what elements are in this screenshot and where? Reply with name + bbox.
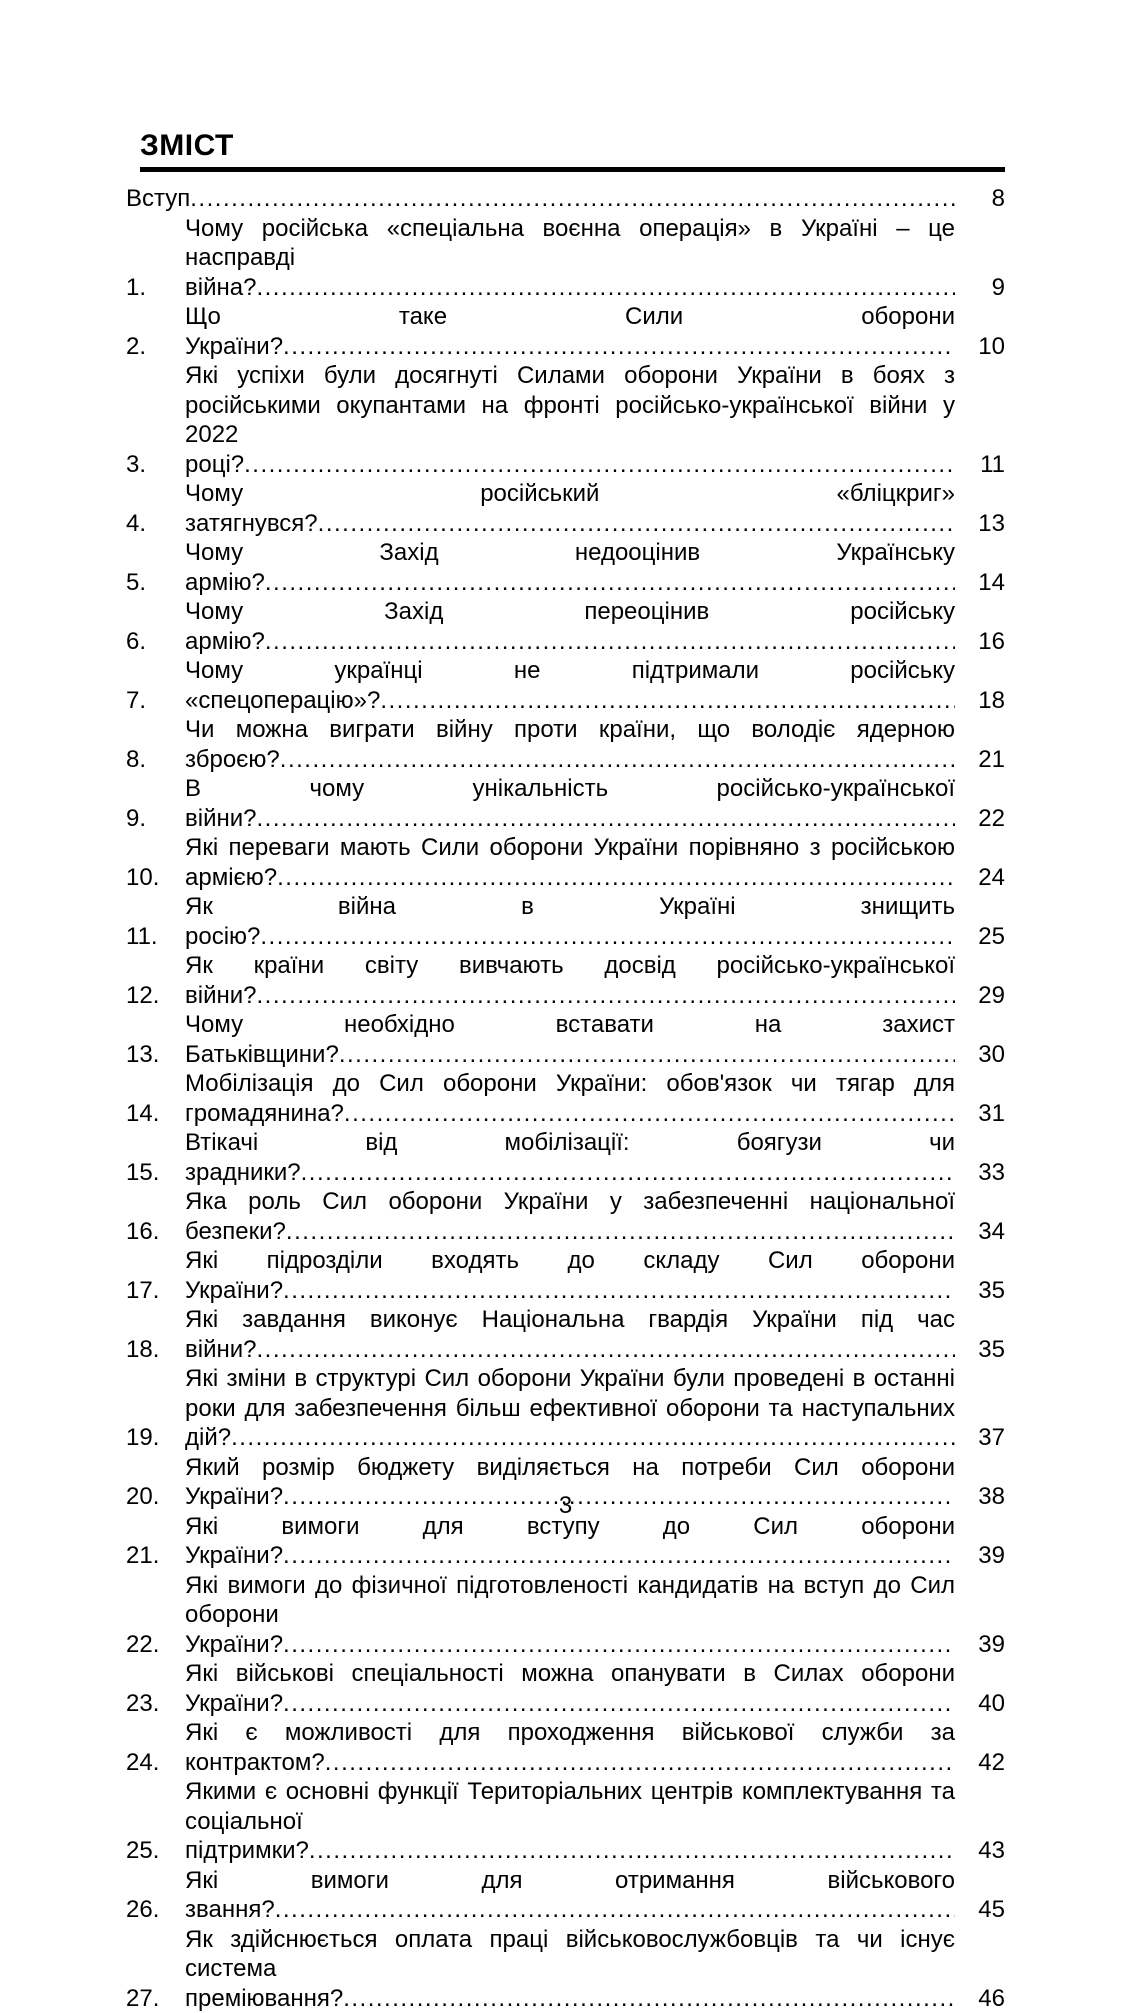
toc-entry-text bbox=[126, 184, 955, 214]
toc-entry-title: Мобілізація до Сил оборони України: обов'язок чи тягар для громадянина? ..... bbox=[185, 1070, 955, 1127]
toc-entry-page-number: 31 bbox=[955, 1099, 1005, 1129]
toc-entry-page-number: 42 bbox=[955, 1748, 1005, 1778]
toc-entry-text bbox=[185, 833, 955, 892]
toc-entry-number: 10. bbox=[126, 863, 185, 893]
toc-entry bbox=[126, 1925, 1005, 2013]
toc-entry-title: Чи можна виграти війну проти країни, що володіє ядерною зброєю? ..... bbox=[185, 716, 955, 773]
toc-entry-page-number: 39 bbox=[955, 1630, 1005, 1660]
toc-entry-page-number: 9 bbox=[955, 273, 1005, 303]
toc-entry-number: 24. bbox=[126, 1748, 185, 1778]
toc-entry bbox=[126, 479, 1005, 538]
toc-entry-title: Чому необхідно вставати на захист Батьківщини? ..... bbox=[185, 1011, 955, 1068]
toc-entry bbox=[126, 774, 1005, 833]
toc-entry-page-number: 21 bbox=[955, 745, 1005, 775]
toc-entry-title: Яка роль Сил оборони України у забезпеченні національної безпеки? ..... bbox=[185, 1188, 955, 1245]
toc-entry-text bbox=[185, 1305, 955, 1364]
toc-entry-title: Які переваги мають Сили оборони України порівняно з російською армією? ..... bbox=[185, 834, 955, 891]
toc-entry-text bbox=[185, 1659, 955, 1718]
toc-entry-number: 9. bbox=[126, 804, 185, 834]
toc-entry-text bbox=[185, 1777, 955, 1866]
toc-entry-number: 4. bbox=[126, 509, 185, 539]
toc-entry bbox=[126, 1777, 1005, 1866]
toc-entry-number: 23. bbox=[126, 1689, 185, 1719]
toc-entry-text bbox=[185, 302, 955, 361]
toc-entry bbox=[126, 184, 1005, 214]
toc-entry bbox=[126, 1010, 1005, 1069]
toc-entry-number: 16. bbox=[126, 1217, 185, 1247]
toc-entry-page-number: 37 bbox=[955, 1423, 1005, 1453]
toc-entry-number: 21. bbox=[126, 1541, 185, 1571]
toc-entry-title: Чому російський «бліцкриг» затягнувся? ..... bbox=[185, 480, 955, 537]
toc-entry bbox=[126, 361, 1005, 479]
toc-entry bbox=[126, 715, 1005, 774]
toc-entry-text bbox=[185, 597, 955, 656]
toc-entry-text bbox=[185, 538, 955, 597]
toc-entry-title: Як війна в Україні знищить росію? ..... bbox=[185, 893, 955, 950]
toc-entry-text bbox=[185, 361, 955, 479]
toc-entry-number: 13. bbox=[126, 1040, 185, 1070]
toc-entry bbox=[126, 892, 1005, 951]
toc-entry bbox=[126, 1364, 1005, 1453]
toc-entry-page-number: 45 bbox=[955, 1895, 1005, 1925]
toc-entry-page-number: 25 bbox=[955, 922, 1005, 952]
toc-entry-page-number: 33 bbox=[955, 1158, 1005, 1188]
toc-entry-text bbox=[185, 951, 955, 1010]
toc-entry-page-number: 35 bbox=[955, 1335, 1005, 1365]
toc-entry bbox=[126, 1866, 1005, 1925]
toc-entry-title: В чому унікальність російсько-української війни? ..... bbox=[185, 775, 955, 832]
toc-header bbox=[140, 130, 1005, 172]
toc-entry bbox=[126, 833, 1005, 892]
toc-entry bbox=[126, 656, 1005, 715]
toc-entry-text bbox=[185, 1925, 955, 2013]
toc-entry bbox=[126, 1069, 1005, 1128]
toc-entry-page-number: 46 bbox=[955, 1984, 1005, 2013]
footer-page-number: 3 bbox=[126, 1492, 1005, 1520]
toc-entry-page-number: 13 bbox=[955, 509, 1005, 539]
toc-entry-title: Чому українці не підтримали російську «спецоперацію»? ..... bbox=[185, 657, 955, 714]
toc-entry-text bbox=[185, 1364, 955, 1453]
toc-list bbox=[126, 184, 1005, 2013]
toc-entry-title: Що таке Сили оборони України? ..... bbox=[185, 303, 955, 360]
toc-entry-page-number: 10 bbox=[955, 332, 1005, 362]
toc-entry bbox=[126, 1246, 1005, 1305]
toc-entry-title: Які успіхи були досягнуті Силами оборони України в боях з російськими окупантами на фронті російсько-української війни у 2022 році? ..... bbox=[185, 362, 955, 478]
toc-entry-title: Чому Захід переоцінив російську армію? ..... bbox=[185, 598, 955, 655]
toc-entry bbox=[126, 302, 1005, 361]
toc-entry-page-number: 22 bbox=[955, 804, 1005, 834]
toc-entry bbox=[126, 1187, 1005, 1246]
toc-entry-text bbox=[185, 1866, 955, 1925]
toc-entry-text bbox=[185, 1718, 955, 1777]
toc-entry-page-number: 35 bbox=[955, 1276, 1005, 1306]
toc-entry-title: Який розмір бюджету виділяється на потреби Сил оборони України? ..... bbox=[185, 1454, 955, 1511]
toc-entry-text bbox=[185, 774, 955, 833]
toc-entry-page-number: 24 bbox=[955, 863, 1005, 893]
title-underline-rule bbox=[140, 167, 1005, 172]
toc-entry-title: Які вимоги для вступу до Сил оборони України? ..... bbox=[185, 1513, 955, 1570]
toc-entry-text bbox=[185, 1069, 955, 1128]
toc-entry bbox=[126, 951, 1005, 1010]
toc-entry-title: Які є можливості для проходження військової служби за контрактом? ..... bbox=[185, 1719, 955, 1776]
toc-entry-number: 26. bbox=[126, 1895, 185, 1925]
toc-entry bbox=[126, 214, 1005, 303]
toc-entry-number: 19. bbox=[126, 1423, 185, 1453]
toc-entry-number: 14. bbox=[126, 1099, 185, 1129]
toc-entry bbox=[126, 1512, 1005, 1571]
toc-entry-text bbox=[185, 214, 955, 303]
toc-entry-title: Якими є основні функції Територіальних центрів комплектування та соціальної підтримки? ..... bbox=[185, 1778, 955, 1864]
toc-entry-title: Як здійснюється оплата праці військовослужбовців та чи існує система преміювання? ..... bbox=[185, 1926, 955, 2012]
toc-entry-title: Які вимоги до фізичної підготовленості кандидатів на вступ до Сил оборони України? ..... bbox=[185, 1572, 955, 1658]
toc-entry-page-number: 16 bbox=[955, 627, 1005, 657]
toc-entry-text bbox=[185, 1512, 955, 1571]
toc-entry bbox=[126, 597, 1005, 656]
toc-entry-number: 7. bbox=[126, 686, 185, 716]
toc-entry bbox=[126, 1305, 1005, 1364]
toc-entry-text bbox=[185, 892, 955, 951]
toc-entry-text bbox=[185, 479, 955, 538]
toc-entry-page-number: 14 bbox=[955, 568, 1005, 598]
toc-entry-number: 11. bbox=[126, 922, 185, 952]
toc-entry-number: 25. bbox=[126, 1836, 185, 1866]
toc-entry-number: 1. bbox=[126, 273, 185, 303]
toc-entry-title: Чому російська «спеціальна воєнна операція» в Україні – це насправді війна? ..... bbox=[185, 215, 955, 301]
toc-entry-number: 18. bbox=[126, 1335, 185, 1365]
toc-entry bbox=[126, 1128, 1005, 1187]
toc-entry-page-number: 39 bbox=[955, 1541, 1005, 1571]
toc-entry-title: Які підрозділи входять до складу Сил оборони України? ..... bbox=[185, 1247, 955, 1304]
toc-entry-number: 20. bbox=[126, 1482, 185, 1512]
toc-entry-page-number: 40 bbox=[955, 1689, 1005, 1719]
toc-entry-title: Які військові спеціальності можна опанувати в Силах оборони України? ..... bbox=[185, 1660, 955, 1717]
toc-entry-number: 12. bbox=[126, 981, 185, 1011]
toc-entry-number: 22. bbox=[126, 1630, 185, 1660]
toc-entry-page-number: 43 bbox=[955, 1836, 1005, 1866]
toc-entry-text bbox=[185, 1128, 955, 1187]
toc-entry-number: 5. bbox=[126, 568, 185, 598]
toc-entry-number: 17. bbox=[126, 1276, 185, 1306]
toc-entry-text bbox=[185, 715, 955, 774]
toc-entry-page-number: 11 bbox=[955, 450, 1005, 480]
toc-entry-title: Які завдання виконує Національна гвардія України під час війни? ..... bbox=[185, 1306, 955, 1363]
toc-entry-title: Як країни світу вивчають досвід російсько-української війни? ..... bbox=[185, 952, 955, 1009]
toc-entry-number: 27. bbox=[126, 1984, 185, 2013]
toc-entry-page-number: 34 bbox=[955, 1217, 1005, 1247]
toc-entry-title: Втікачі від мобілізації: боягузи чи зрадники? ..... bbox=[185, 1129, 955, 1186]
toc-entry-page-number: 8 bbox=[955, 184, 1005, 214]
toc-entry-number: 8. bbox=[126, 745, 185, 775]
toc-entry-page-number: 29 bbox=[955, 981, 1005, 1011]
toc-entry-text bbox=[185, 1010, 955, 1069]
toc-entry-title: Які зміни в структурі Сил оборони України були проведені в останні роки для забезпечення більш ефективної оборони та наступальних дій? ..... bbox=[185, 1365, 955, 1451]
toc-entry-page-number: 18 bbox=[955, 686, 1005, 716]
toc-entry-text bbox=[185, 656, 955, 715]
toc-entry-text bbox=[185, 1187, 955, 1246]
toc-entry-title: Які вимоги для отримання військового звання? ..... bbox=[185, 1867, 955, 1924]
toc-entry-number: 2. bbox=[126, 332, 185, 362]
page-title: ЗМІСТ bbox=[140, 130, 1005, 162]
toc-entry bbox=[126, 1718, 1005, 1777]
toc-entry-text bbox=[185, 1246, 955, 1305]
toc-entry-number: 6. bbox=[126, 627, 185, 657]
toc-entry bbox=[126, 1659, 1005, 1718]
toc-entry-page-number: 30 bbox=[955, 1040, 1005, 1070]
toc-entry-number: 3. bbox=[126, 450, 185, 480]
toc-entry bbox=[126, 538, 1005, 597]
toc-entry-page-number: 38 bbox=[955, 1482, 1005, 1512]
toc-entry-title: Вступ ..... bbox=[126, 185, 955, 212]
toc-entry-title: Чому Захід недооцінив Українську армію? ..... bbox=[185, 539, 955, 596]
toc-entry-number: 15. bbox=[126, 1158, 185, 1188]
